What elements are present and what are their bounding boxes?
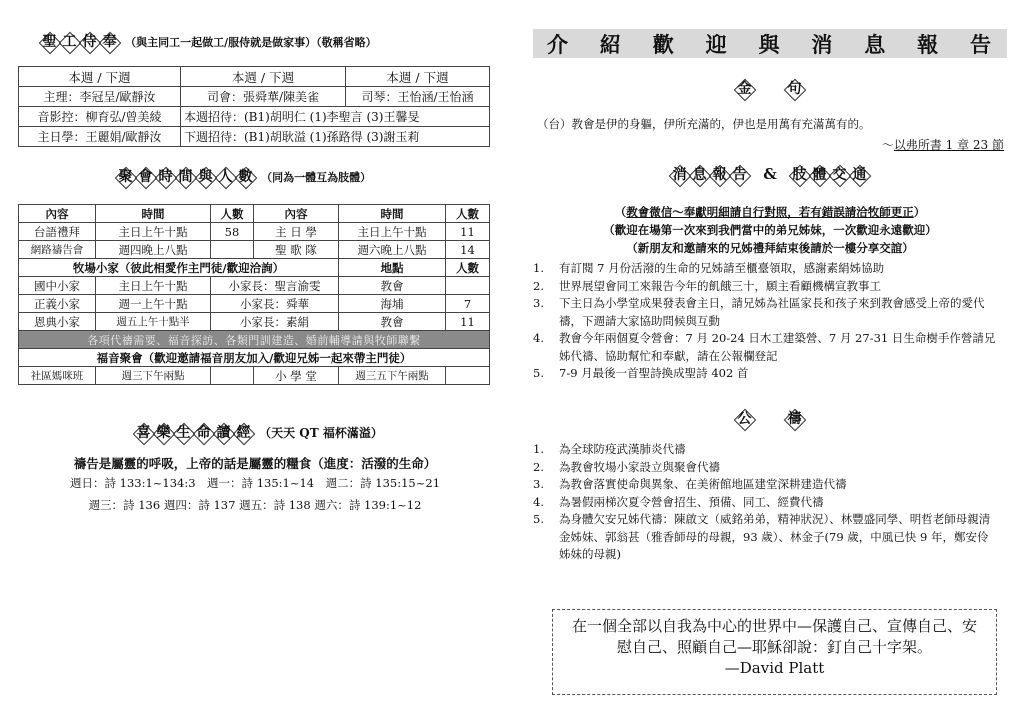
bible-tagline: 禱告是屬靈的呼吸，上帝的話是屬靈的糧食（進度：活潑的生命） (73, 456, 437, 471)
news-notice-2: （歡迎在場第一次來到我們當中的弟兄姊妹，一次歡迎永遠歡迎） (603, 223, 937, 237)
list-item: 4. 教會今年兩個夏令營會：7 月 20-24 日木工建築營、7 月 27-31 日生命樹手作營請兄姊代禱、協助幫忙和奉獻，請在公報欄登記 (533, 331, 996, 363)
news-notice-3: （新朋友和邀請來的兄姊禮拜結束後請於一樓分享交誼） (626, 241, 914, 255)
quote-box (552, 609, 997, 695)
table-row: 社區媽咪班 週三下午兩點 小 學 堂 週三五下午兩點 (19, 367, 490, 385)
table-row: 網路禱告會 週四晚上八點 聖 歌 隊 週六晚上八點 14 (19, 241, 490, 259)
quote-author: —David Platt (724, 659, 825, 677)
golden-verse: （台）教會是伊的身軀，伊所充滿的，伊也是用萬有充滿萬有的。 (537, 117, 871, 131)
prayer-heading: 公 禱 (533, 408, 1007, 429)
gathering-table: 內容 時間 人數 內容 時間 人數 台語禮拜 主日上午十點 58 主 日 學 主日上午十點 11 網路禱告會 週四晚上八點 聖 歌 隊 週六晚上八點 14 牧場小家（彼此相愛作主門徒/歡迎洽詢） 地點 人數 國中小家 主日上午十點 小家長：聖言渝雯 教會 正義小家 週一上午十點 小家長：舜華 海埔 7 恩典小家 週五上午十點半 小家長：素絹 教會 11 各項代禱需要、福音探訪、各類門訓建造、婚前輔導請與牧師聯繫 福音聚會（歡迎邀請福音朋友加入/歡迎兄姊一起來帶主門徒） 社區媽咪班 週三下午兩點 小 學 堂 週三五下午兩點 (18, 204, 490, 385)
table-row: 正義小家 週一上午十點 小家長：舜華 海埔 7 (19, 295, 490, 313)
banner: 介 紹 歡 迎 與 消 息 報 告 (533, 29, 1007, 58)
table-row: 台語禮拜 主日上午十點 58 主 日 學 主日上午十點 11 (19, 223, 490, 241)
gathering-heading (116, 166, 371, 187)
list-item: 5. 7-9 月最後一首聖詩換成聖詩 402 首 (533, 366, 749, 380)
bible-heading (134, 422, 383, 443)
news-list (533, 260, 1003, 383)
list-item: 5. 為身體欠安兄姊代禱：陳啟文（威銘弟弟，精神狀況）、林豐盛同學、明哲老師母親清金姊妹、郭翁甚（雅香師母的母親，93 歲）、林金子(79 歲，中風已快 9 年，鄭安伶姊妹的母親) (533, 512, 991, 561)
table-row: 國中小家 主日上午十點 小家長：聖言渝雯 教會 (19, 277, 490, 295)
prayer-list (533, 441, 995, 564)
golden-verse-ref: ～以弗所書 1 章 23 節 (881, 138, 1004, 152)
list-item: 1. 有訂閱 7 月份活潑的生命的兄姊請至櫃臺領取，感謝素絹姊協助 (533, 261, 885, 275)
bible-title: 喜 樂 生 命 讀 經 (134, 422, 254, 443)
gathering-subtitle: （同為一體互為肢體） (261, 171, 372, 184)
news-heading: 消 息 報 告 & 肢 體 交 通 (533, 164, 1007, 185)
service-title: 聖 工 侍 奉 (40, 31, 120, 52)
news-notice-1: （教會微信～奉獻明細請自行對照，若有錯誤請洽牧師更正） (614, 205, 926, 219)
service-subtitle: （與主同工一起做工/服侍就是做家事）（敬稱省略） (125, 36, 377, 49)
list-item: 2. 為教會牧場小家設立與聚會代禱 (533, 459, 720, 474)
service-table: 本週 / 下週 本週 / 下週 本週 / 下週 主理：李冠呈/歐靜汝 司會：張舜華/陳美雀 司琴：王怡涵/王怡涵 音影控：柳育弘/曾美綾 本週招待：(B1)胡明仁 (1)李聖言 (3)王馨旻 主日學：王麗娟/歐靜汝 下週招待：(B1)胡耿溢 (1)孫路得 (3)謝玉莉 (18, 66, 490, 147)
golden-verse-heading: 金 句 (533, 78, 1007, 99)
list-item: 2. 世界展望會同工來報告今年的飢餓三十，願主看顧機構宣教事工 (533, 278, 881, 293)
list-item: 3. 為教會落實使命與異象、在美術館地區建堂深耕建造代禱 (533, 477, 847, 491)
service-heading (40, 31, 377, 52)
list-item: 3. 下主日為小學堂成果發表會主日，請兄姊為社區家長和孩子來到教會感受上帝的愛代禱，下週請大家協助問候與互動 (533, 296, 985, 328)
quote-text: 在一個全部以自我為中心的世界中—保護自己、宣傳自己、安慰自己、照顧自己—耶穌卻說：釘自己十字架。 (571, 617, 977, 656)
gathering-title: 聚 會 時 間 與 人 數 (116, 166, 256, 187)
list-item: 4. 為暑假兩梯次夏令營會招生、預備、同工、經費代禱 (533, 494, 824, 509)
list-item: 1. 為全球防疫武漢肺炎代禱 (533, 442, 686, 456)
bible-line-2: 週三：詩 136 週四：詩 137 週五：詩 138 週六：詩 139:1~12 (88, 498, 422, 512)
bible-subtitle: （天天 QT 福杯滿溢） (259, 426, 383, 440)
table-row: 恩典小家 週五上午十點半 小家長：素絹 教會 11 (19, 313, 490, 331)
bible-line-1: 週日：詩 133:1~134:3 週一：詩 135:1~14 週二：詩 135:15~21 (69, 476, 441, 490)
